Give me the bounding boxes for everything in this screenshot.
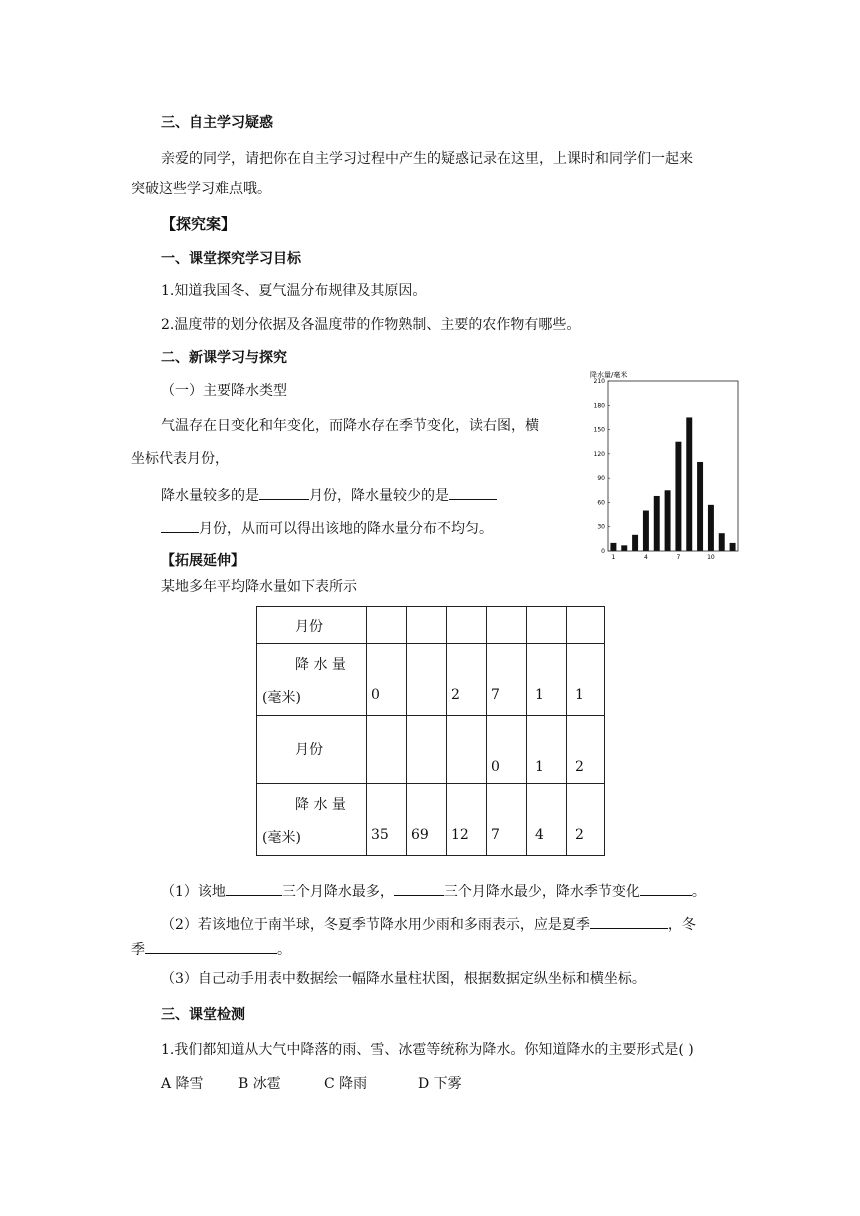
check-title: 三、课堂检测: [161, 1007, 245, 1023]
bar-month-8: [686, 417, 692, 551]
bar-month-5: [654, 496, 660, 551]
doubts-text-1: 亲爱的同学，请把你在自主学习过程中产生的疑惑记录在这里，上课时和同学们一起来: [161, 151, 693, 167]
paragraph-1a: 气温存在日变化和年变化，而降水存在季节变化，读右图，横: [161, 418, 539, 434]
table-precip-label-1b: (毫米): [262, 690, 301, 706]
doubts-text-2: 突破这些学习难点哦。: [131, 181, 271, 197]
blank-least-months[interactable]: [394, 882, 444, 896]
table-cell: 7: [491, 827, 500, 843]
option-c: C 降雨: [324, 1076, 368, 1092]
bar-month-7: [675, 442, 681, 551]
bar-month-1: [610, 543, 616, 551]
table-cell: 0: [371, 687, 380, 703]
bar-month-2: [621, 545, 627, 551]
table-month-label-1: 月份: [295, 619, 323, 635]
table-cell: 1: [575, 687, 584, 703]
question-2-cont: 季 。: [131, 942, 291, 958]
y-tick-label: 0: [601, 548, 605, 555]
table-cell: 0: [491, 759, 500, 775]
blank-more-months[interactable]: [259, 486, 309, 500]
table-precip-label-1a: 降 水 量: [295, 657, 346, 673]
fill-line-2: 月份，从而可以得出该地的降水量分布不均匀。: [161, 519, 493, 538]
table-cell: 12: [451, 827, 469, 843]
goal-2: 2.温度带的划分依据及各温度带的作物熟制、主要的农作物有哪些。: [161, 317, 581, 333]
y-tick-label: 150: [593, 426, 605, 434]
y-tick-label: 30: [597, 523, 605, 531]
blank-most-months[interactable]: [226, 882, 282, 896]
chart-frame: [608, 381, 738, 551]
goal-title: 一、课堂探究学习目标: [161, 251, 301, 267]
bar-month-11: [719, 533, 725, 551]
bar-month-3: [632, 535, 638, 551]
y-tick-label: 120: [593, 450, 605, 458]
extension-title: 【拓展延伸】: [161, 553, 245, 569]
blank-seasonal-change[interactable]: [640, 882, 692, 896]
question-3: （3）自己动手用表中数据绘一幅降水量柱状图，根据数据定纵坐标和横坐标。: [161, 971, 646, 987]
check-question-1: 1.我们都知道从大气中降落的雨、雪、冰雹等统称为降水。你知道降水的主要形式是( ): [161, 1042, 694, 1058]
table-month-label-2: 月份: [295, 742, 323, 758]
bar-month-12: [730, 543, 736, 551]
bar-month-6: [665, 490, 671, 551]
bar-month-4: [643, 511, 649, 551]
blank-less-months-cont[interactable]: [161, 519, 199, 533]
table-cell: 7: [491, 687, 500, 703]
section-title-doubts: 三、自主学习疑惑: [161, 115, 273, 131]
y-tick-label: 60: [597, 499, 605, 507]
table-cell: 35: [371, 827, 389, 843]
explore-title: 【探究案】: [161, 215, 237, 233]
y-tick-label: 180: [593, 402, 605, 410]
table-cell: 1: [535, 759, 544, 775]
blank-summer[interactable]: [590, 915, 668, 929]
goal-1: 1.知道我国冬、夏气温分布规律及其原因。: [161, 283, 427, 299]
paragraph-1b: 坐标代表月份，: [131, 451, 229, 467]
x-tick-label: 4: [644, 554, 648, 561]
table-precip-label-2b: (毫米): [262, 830, 301, 846]
table-precip-label-2a: 降 水 量: [295, 797, 346, 813]
x-tick-label: 10: [707, 554, 715, 561]
y-tick-label: 210: [593, 378, 605, 385]
table-cell: 2: [575, 759, 584, 775]
table-cell: 69: [411, 827, 429, 843]
table-cell: 1: [535, 687, 544, 703]
table-cell: 4: [535, 827, 544, 843]
new-lesson-title: 二、新课学习与探究: [161, 350, 287, 366]
fill-line-1: 降水量较多的是 月份，降水量较少的是: [161, 486, 497, 505]
bar-month-10: [708, 505, 714, 551]
x-tick-label: 7: [676, 554, 681, 561]
option-b: B 冰雹: [238, 1076, 281, 1092]
table-cell: 2: [575, 827, 584, 843]
x-tick-label: 1: [611, 554, 616, 561]
question-2: （2）若该地位于南半球，冬夏季节降水用少雨和多雨表示，应是夏季 ，冬: [161, 917, 696, 933]
table-cell: 2: [451, 687, 460, 703]
option-d: D 下雾: [418, 1076, 462, 1092]
chart-ylabel: 降水量/毫米: [590, 371, 628, 379]
blank-less-months[interactable]: [449, 486, 497, 500]
question-1: （1）该地 三个月降水最多， 三个月降水最少，降水季节变化 。: [161, 884, 706, 900]
precipitation-table: [256, 606, 605, 856]
blank-winter[interactable]: [145, 940, 277, 954]
precipitation-chart: [588, 368, 748, 568]
option-a: A 降雪: [161, 1076, 204, 1092]
bar-month-9: [697, 462, 703, 551]
y-tick-label: 90: [597, 475, 605, 483]
subsection-title: （一）主要降水类型: [161, 383, 287, 399]
extension-text: 某地多年平均降水量如下表所示: [161, 579, 357, 595]
